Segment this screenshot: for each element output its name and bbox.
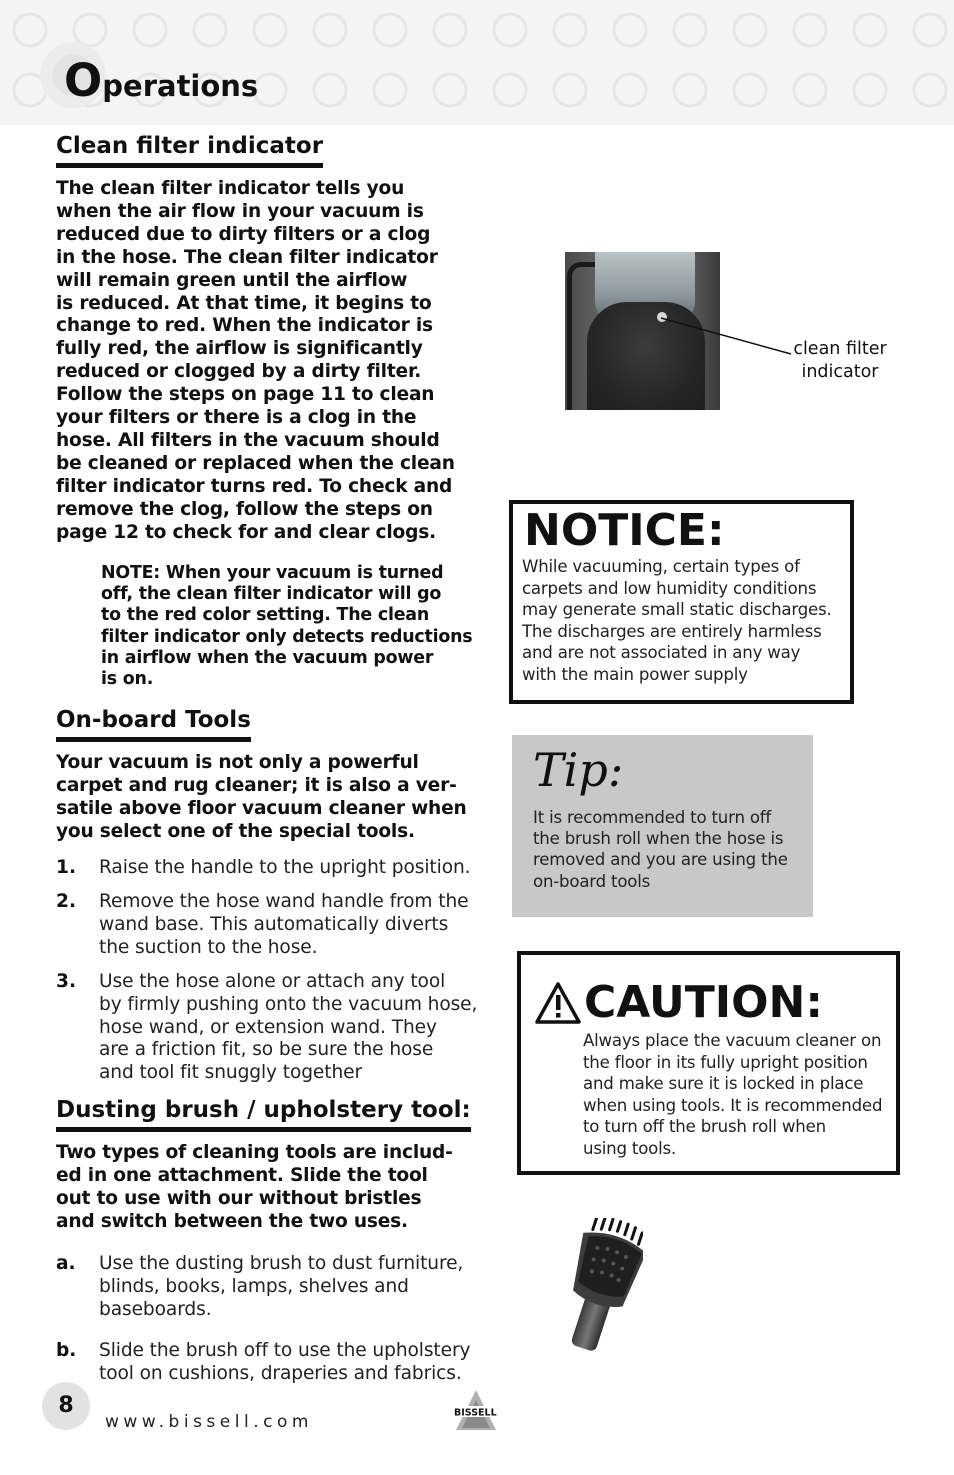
onboard-step [56,857,486,880]
step-text: Slide the brush off to use the upholstery tool on cushions, draperies and fabrics. [99,1340,471,1384]
dusting-step [56,1340,486,1386]
notice-body: While vacuuming, certain types of carpets and low humidity conditions may generate small static discharges. The discharges are entirely harmless and are not associated in any way with the main power supply [522,557,832,684]
page-number: 8 [42,1382,90,1430]
caution-title: CAUTION: [584,977,823,1028]
caution-body: Always place the vacuum cleaner on the floor in its fully upright position and make sure it is locked in place when using tools. It is recommended to turn off the brush roll when using tools. [583,1031,883,1158]
step-text: Remove the hose wand handle from the wand base. This automatically diverts the suction to the hose. [99,891,469,958]
callout-leader-line [655,312,795,362]
website-url: www.bissell.com [105,1412,313,1432]
step-number: 2. [56,891,77,912]
onboard-tools-heading: On-board Tools [56,707,251,742]
step-letter: b. [56,1340,77,1361]
warning-triangle-icon [535,981,581,1025]
step-number: 1. [56,857,77,878]
caution-box [517,951,900,1175]
title-rest: perations [102,69,259,103]
step-text: Use the dusting brush to dust furniture, blinds, books, lamps, shelves and baseboards. [99,1253,464,1320]
bissell-logo-text: BISSELL [454,1407,497,1419]
step-letter: a. [56,1253,76,1274]
clean-filter-paragraph: The clean filter indicator tells you when the air flow in your vacuum is reduced due to dirty filters or a clog in the hose. The clean filter indicator will remain green until the airflow is reduced. At that time, it begins to change to red. When the indicator is fully red, the airflow is significantly reduced or clogged by a dirty filter. Follow the steps on page 11 to clean your filters or there is a clog in the hose. All filters in the vacuum should be cleaned or replaced when the clean filter indicator turns red. To check and remove the clog, follow the steps on page 12 to check for and clear clogs. [56,178,455,543]
step-text: Raise the handle to the upright position. [99,857,471,878]
bissell-logo [452,1388,518,1432]
onboard-tools-intro: Your vacuum is not only a powerful carpet and rug cleaner; it is also a ver- satile above floor vacuum cleaner when you select one of the special tools. [56,752,467,842]
clean-filter-callout: clean filter indicator [793,339,887,382]
page-title [64,54,259,107]
dusting-brush-intro: Two types of cleaning tools are includ- ed in one attachment. Slide the tool out to use with our without bristles and switch between the two uses. [56,1142,453,1232]
dusting-step [56,1253,486,1321]
tip-box [512,735,813,917]
step-number: 3. [56,971,77,992]
dusting-brush-heading: Dusting brush / upholstery tool: [56,1097,471,1132]
clean-filter-heading: Clean filter indicator [56,133,323,168]
clean-filter-note: NOTE: When your vacuum is turned off, the clean filter indicator will go to the red color setting. The clean filter indicator only detects reductions in airflow when the vacuum power is on. [101,563,473,690]
onboard-step [56,891,486,959]
tip-title: Tip: [533,743,624,797]
notice-title: NOTICE: [524,505,725,556]
title-initial: O [64,54,103,107]
onboard-step [56,971,486,1085]
dusting-brush-image [553,1218,643,1358]
tip-body: It is recommended to turn off the brush roll when the hose is removed and you are using the on-board tools [533,808,788,891]
notice-box [509,500,854,704]
step-text: Use the hose alone or attach any tool by firmly pushing onto the vacuum hose, hose wand, or extension wand. They are a friction fit, so be sure the hose and tool fit snuggly together [99,971,478,1084]
